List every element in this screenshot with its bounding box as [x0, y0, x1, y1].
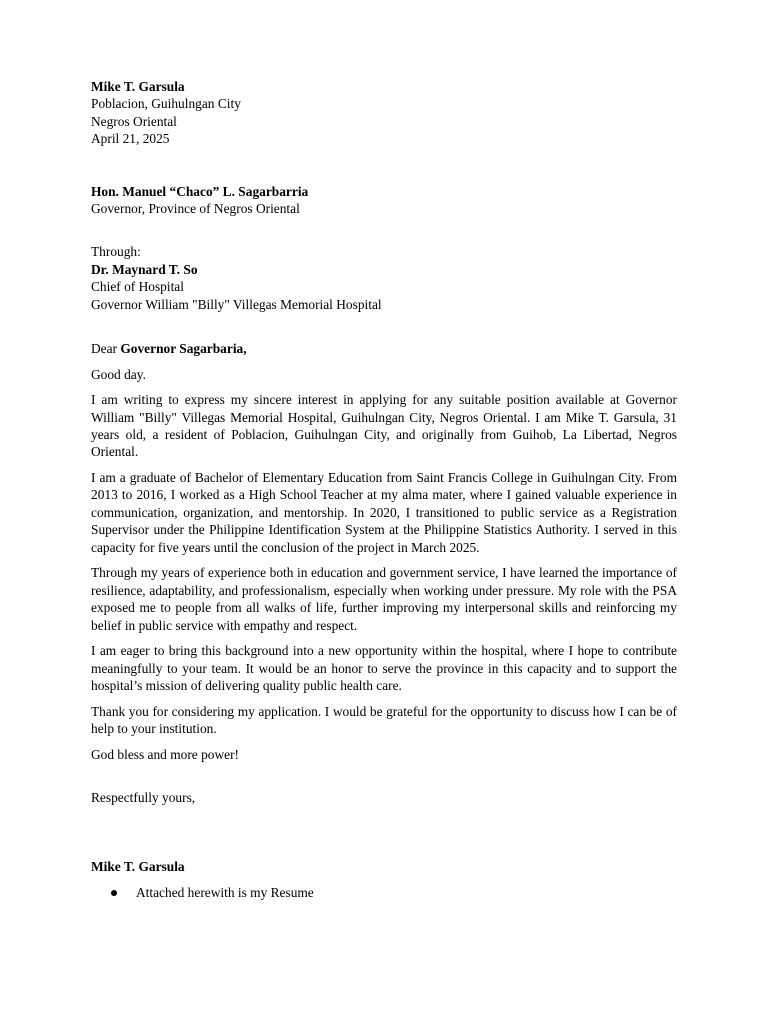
through-org: Governor William "Billy" Villegas Memorial Hospital — [91, 296, 382, 312]
body-paragraph-3: Through my years of experience both in education and government service, I have learned the importance of resilience, adaptability, and professionalism, especially when working under pressure. My role with the PSA exposed me to people from all walks of life, further improving my interpersonal skills and reinforcing my belief in public service with empathy and respect. — [91, 565, 677, 633]
sender-name: Mike T. Garsula — [91, 79, 185, 94]
recipient-title: Governor, Province of Negros Oriental — [91, 201, 300, 217]
letter-date: April 21, 2025 — [91, 131, 170, 147]
recipient-block — [91, 183, 677, 218]
salutation-name: Governor Sagarbaria, — [120, 341, 247, 357]
closing-text: Respectfully yours, — [91, 789, 196, 805]
attachment-list-item — [91, 884, 677, 901]
through-label: Through: — [91, 244, 141, 260]
sender-address-line2: Negros Oriental — [91, 113, 177, 129]
body-paragraph-4: I am eager to bring this background into a new opportunity within the hospital, where I hope to contribute meaningfully to your team. It would be an honor to serve the province in this capacity and to support the hospital’s mission of delivering quality public health care. — [91, 643, 677, 693]
salutation-prefix: Dear — [91, 341, 121, 357]
signature-name: Mike T. Garsula — [91, 859, 185, 875]
sender-block — [91, 78, 677, 148]
body-paragraph-5: Thank you for considering my application. I would be grateful for the opportunity to discuss how I can be of help to your institution. — [91, 703, 677, 736]
salutation — [91, 340, 677, 357]
through-title: Chief of Hospital — [91, 279, 184, 295]
recipient-name: Hon. Manuel “Chaco” L. Sagarbarria — [91, 183, 309, 199]
body-paragraph-1: I am writing to express my sincere interest in applying for any suitable position available at Governor William "Billy" Villegas Memorial Hospital, Guihulngan City, Negros Oriental. I am Mike T. Garsula, 31 years old, a resident of Poblacion, Guihulngan City, and originally from Guihob, La Libertad, Negros Oriental. — [91, 392, 677, 460]
attachment-text: Attached herewith is my Resume — [136, 884, 314, 900]
sender-address-line1: Poblacion, Guihulngan City — [91, 96, 241, 112]
through-name: Dr. Maynard T. So — [91, 261, 198, 277]
letter-page — [91, 78, 677, 901]
body-paragraph-2: I am a graduate of Bachelor of Elementary Education from Saint Francis College in Guihulngan City. From 2013 to 2016, I worked as a High School Teacher at my alma mater, where I gained valuable experience in communication, organization, and mentorship. In 2020, I transitioned to public service as a Registration Supervisor under the Philippine Identification System at the Philippine Statistics Authority. I served in this capacity for five years until the conclusion of the project in March 2025. — [91, 470, 677, 555]
greeting: Good day. — [91, 366, 146, 382]
blessing: God bless and more power! — [91, 746, 240, 762]
through-block — [91, 243, 677, 313]
bullet-icon — [111, 890, 117, 896]
